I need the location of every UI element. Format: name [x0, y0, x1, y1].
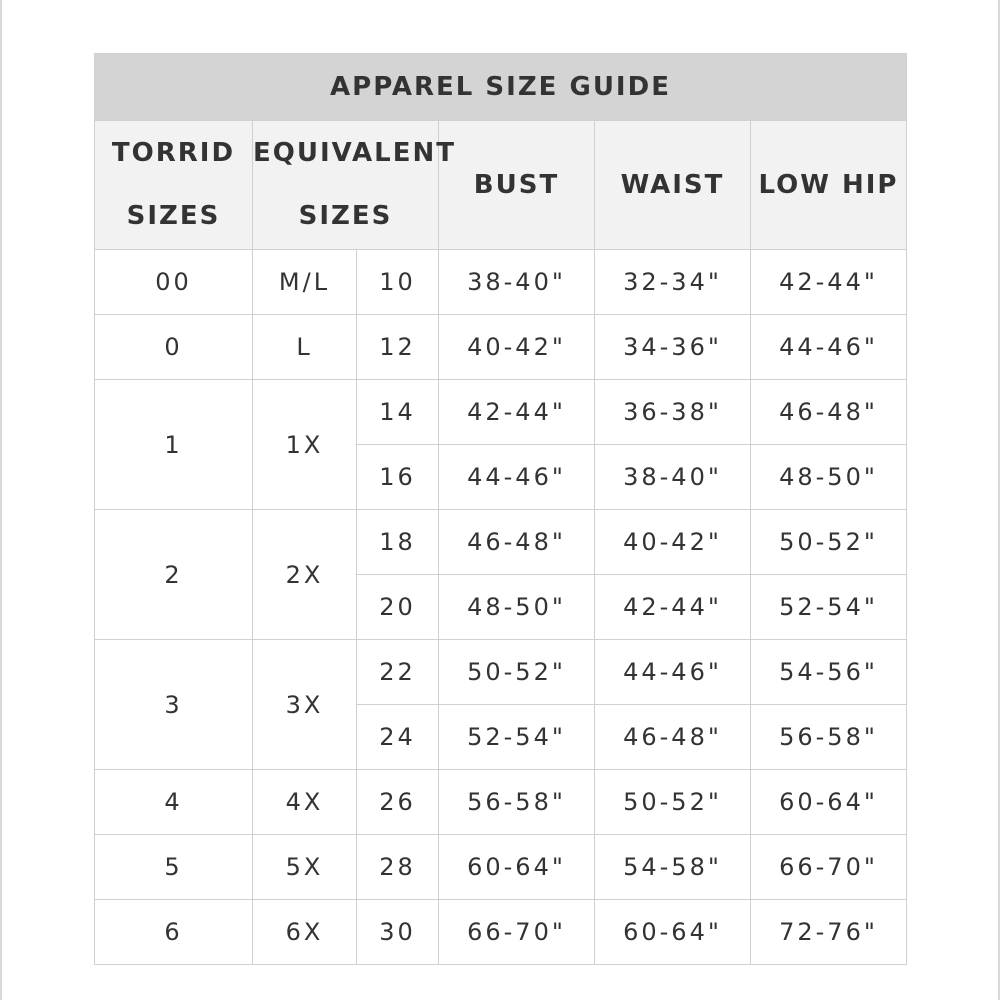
- equiv-number-cell: 12: [357, 315, 439, 380]
- equiv-letter-cell: 5X: [253, 835, 357, 900]
- equiv-number-cell: 30: [357, 900, 439, 965]
- bust-cell: 42-44": [439, 380, 595, 445]
- header-equiv-line2: SIZES: [298, 201, 393, 231]
- torrid-size-cell: 0: [95, 315, 253, 380]
- header-equivalent-sizes: [253, 121, 456, 250]
- low-hip-cell: 66-70": [751, 835, 907, 900]
- bust-cell: 40-42": [439, 315, 595, 380]
- equiv-number-cell: 18: [357, 510, 439, 575]
- torrid-size-cell: 4: [95, 770, 253, 835]
- bust-cell: 50-52": [439, 640, 595, 705]
- header-low-hip: LOW HIP: [751, 121, 907, 250]
- torrid-size-cell: 3: [95, 640, 253, 770]
- header-waist: WAIST: [595, 121, 751, 250]
- torrid-size-cell: 5: [95, 835, 253, 900]
- table-row: [95, 315, 907, 380]
- equiv-number-cell: 24: [357, 705, 439, 770]
- header-row: [95, 121, 907, 250]
- equiv-letter-cell: 3X: [253, 640, 357, 770]
- torrid-size-cell: 00: [95, 250, 253, 315]
- bust-cell: 60-64": [439, 835, 595, 900]
- bust-cell: 56-58": [439, 770, 595, 835]
- equiv-letter-cell: 6X: [253, 900, 357, 965]
- low-hip-cell: 44-46": [751, 315, 907, 380]
- waist-cell: 44-46": [595, 640, 751, 705]
- waist-cell: 60-64": [595, 900, 751, 965]
- equiv-letter-cell: 4X: [253, 770, 357, 835]
- header-torrid-sizes: [95, 121, 253, 250]
- waist-cell: 38-40": [595, 445, 751, 510]
- table-row: [95, 380, 907, 445]
- table-row: [95, 640, 907, 705]
- torrid-size-cell: 2: [95, 510, 253, 640]
- equiv-number-cell: 10: [357, 250, 439, 315]
- waist-cell: 34-36": [595, 315, 751, 380]
- low-hip-cell: 72-76": [751, 900, 907, 965]
- table-title: APPAREL SIZE GUIDE: [95, 54, 907, 121]
- equiv-letter-cell: M/L: [253, 250, 357, 315]
- equiv-letter-cell: 1X: [253, 380, 357, 510]
- bust-cell: 66-70": [439, 900, 595, 965]
- table-row: [95, 250, 907, 315]
- table-row: [95, 510, 907, 575]
- table-row: [95, 835, 907, 900]
- table-row: [95, 900, 907, 965]
- header-torrid-line1: TORRID: [111, 138, 236, 168]
- table-row: [95, 770, 907, 835]
- low-hip-cell: 54-56": [751, 640, 907, 705]
- equiv-number-cell: 20: [357, 575, 439, 640]
- equiv-number-cell: 16: [357, 445, 439, 510]
- torrid-size-cell: 6: [95, 900, 253, 965]
- size-guide-table: [94, 53, 907, 965]
- header-torrid-line2: SIZES: [126, 201, 221, 231]
- waist-cell: 50-52": [595, 770, 751, 835]
- low-hip-cell: 56-58": [751, 705, 907, 770]
- equiv-number-cell: 22: [357, 640, 439, 705]
- header-equiv-line1: EQUIVALENT: [253, 138, 456, 168]
- equiv-number-cell: 28: [357, 835, 439, 900]
- low-hip-cell: 52-54": [751, 575, 907, 640]
- bust-cell: 44-46": [439, 445, 595, 510]
- bust-cell: 52-54": [439, 705, 595, 770]
- bust-cell: 48-50": [439, 575, 595, 640]
- equiv-letter-cell: L: [253, 315, 357, 380]
- low-hip-cell: 46-48": [751, 380, 907, 445]
- low-hip-cell: 42-44": [751, 250, 907, 315]
- waist-cell: 46-48": [595, 705, 751, 770]
- header-bust: BUST: [439, 121, 595, 250]
- waist-cell: 36-38": [595, 380, 751, 445]
- waist-cell: 42-44": [595, 575, 751, 640]
- equiv-letter-cell: 2X: [253, 510, 357, 640]
- low-hip-cell: 60-64": [751, 770, 907, 835]
- equiv-number-cell: 14: [357, 380, 439, 445]
- bust-cell: 46-48": [439, 510, 595, 575]
- low-hip-cell: 48-50": [751, 445, 907, 510]
- low-hip-cell: 50-52": [751, 510, 907, 575]
- torrid-size-cell: 1: [95, 380, 253, 510]
- bust-cell: 38-40": [439, 250, 595, 315]
- title-row: [95, 54, 907, 121]
- equiv-number-cell: 26: [357, 770, 439, 835]
- waist-cell: 32-34": [595, 250, 751, 315]
- waist-cell: 54-58": [595, 835, 751, 900]
- waist-cell: 40-42": [595, 510, 751, 575]
